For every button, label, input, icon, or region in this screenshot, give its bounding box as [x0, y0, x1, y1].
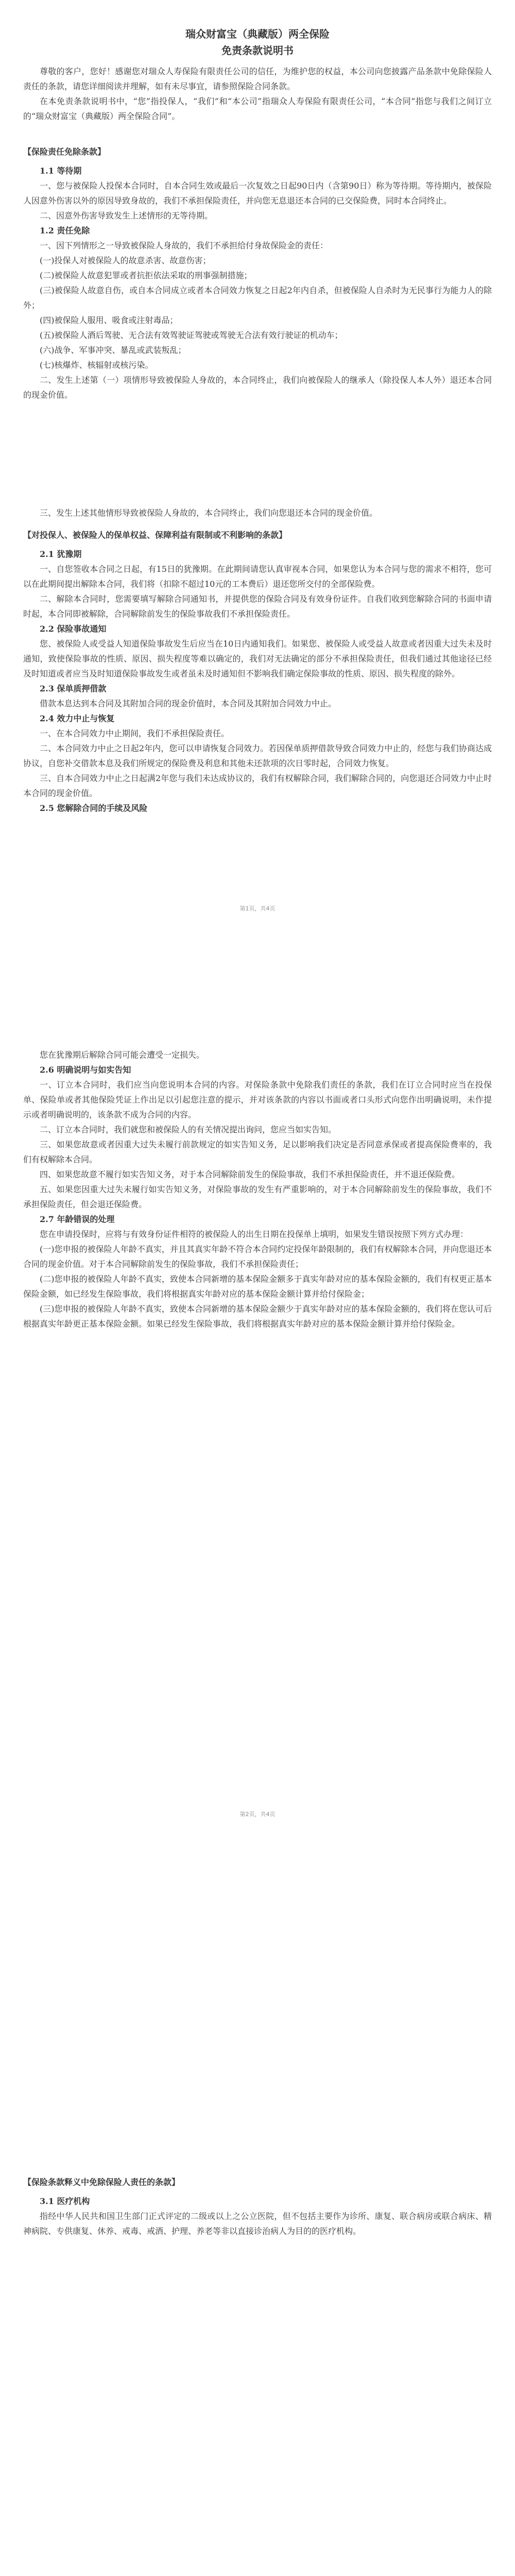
- age-error-item-1: (一)您申报的被保险人年龄不真实，并且其真实年龄不符合本合同约定投保年龄限制的，我们有权解除本合同，并向您退还本合同的现金价值。对于本合同解除前发生的保险事故，我们不承担保险责任；: [23, 1244, 492, 1269]
- cooling-off-clause-1: 一、自您签收本合同之日起，有15日的犹豫期。在此期间请您认真审视本合同，如果您认为本合同与您的需求不相符，您可以在此期间提出解除本合同，我们将（扣除不超过10元的工本费后）退还您所交付的全部保险费。: [23, 564, 492, 589]
- exclusion-item: (一)投保人对被保险人的故意杀害、故意伤害；: [40, 256, 211, 265]
- exclusion-intro: 一、因下列情形之一导致被保险人身故的，我们不承担给付身故保险金的责任：: [40, 241, 329, 250]
- policy-loan-clause: 借款本息达到本合同及其附加合同的现金价值时，本合同及其附加合同效力中止。: [40, 699, 337, 708]
- exclusion-item: (四)被保险人服用、吸食或注射毒品；: [40, 315, 178, 325]
- document-subtitle: 免责条款说明书: [221, 44, 294, 57]
- disclosure-clause-1: 一、订立本合同时，我们应当向您说明本合同的内容。对保险条款中免除我们责任的条款，我们在订立合同时应当在投保单、保险单或者其他保险凭证上作出足以引起您注意的提示，并对该条款的内容以书面或者口头形式向您作出明确说明，未作提示或者明确说明的，该条款不成为合同的内容。: [23, 1080, 492, 1120]
- exclusion-item: (七)核爆炸、核辐射或核污染。: [40, 360, 153, 370]
- document-page-2: [0, 921, 515, 1900]
- age-error-item-3: (三)您申报的被保险人年龄不真实，致使本合同新增的基本保险金额少于真实年龄对应的基本保险金额的，我们将在您认可后根据真实年龄更正基本保险金额。如果已经发生保险事故，我们将根据真实年龄对应的基本保险金额计算并给付保险金。: [23, 1304, 492, 1329]
- exclusion-item: (二)被保险人故意犯罪或者抗拒依法采取的刑事强制措施；: [40, 270, 252, 280]
- suspension-clause-2: 二、本合同效力中止之日起2年内，您可以申请恢复合同效力。若因保单质押借款导致合同效力中止的，经您与我们协商达成协议，自您补交借款本息及我们所规定的保险费及利息和其他未还款项的次日零时起，合同效力恢复。: [23, 743, 492, 768]
- intro-definitions: 在本免责条款说明书中，“您”指投保人，“我们”和“本公司”指瑞众人寿保险有限责任公司，“本合同”指您与我们之间订立的“瑞众财富宝（典藏版）两全保险合同”。: [23, 96, 492, 121]
- section-heading-exclusions: 【保险责任免除条款】: [23, 147, 106, 157]
- heading-accident-notice: 2.2 保险事故通知: [40, 624, 107, 634]
- waiting-period-clause-2: 二、因意外伤害导致发生上述情形的无等待期。: [40, 211, 213, 221]
- exclusion-item: (五)被保险人酒后驾驶、无合法有效驾驶证驾驶或驾驶无合法有效行驶证的机动车；: [40, 330, 343, 340]
- disclosure-clause-5: 五、如果您因重大过失未履行如实告知义务，对保险事故的发生有严重影响的，对于本合同解除前发生的保险事故，我们不承担保险责任，但会退还保险费。: [23, 1184, 492, 1209]
- accident-notice-clause: 您、被保险人或受益人知道保险事故发生后应当在10日内通知我们。如果您、被保险人或受益人故意或者因重大过失未及时通知，致使保险事故的性质、原因、损失程度等难以确定的，我们对无法确定的部分不承担保险责任，但我们通过其他途径已经及时知道或者应当及时知道保险事故发生或者虽未及时通知但不影响我们确定保险事故的性质、原因、损失程度的除外。: [23, 639, 492, 679]
- exclusion-clause-2: 二、发生上述第（一）项情形导致被保险人身故的，本合同终止，我们向被保险人的继承人（除投保人本人外）退还本合同的现金价值。: [23, 375, 492, 400]
- exclusion-item: (六)战争、军事冲突、暴乱或武装叛乱；: [40, 345, 186, 355]
- heading-disclosure: 2.6 明确说明与如实告知: [40, 1065, 131, 1075]
- disclosure-clause-2: 二、订立本合同时，我们就您和被保险人的有关情况提出询问，您应当如实告知。: [40, 1125, 337, 1134]
- exclusion-item: (三)被保险人故意自伤，或自本合同成立或者本合同效力恢复之日起2年内自杀，但被保险人自杀时为无民事行为能力人的除外；: [23, 285, 492, 310]
- heading-cooling-off: 2.1 犹豫期: [40, 549, 82, 559]
- termination-clause: 您在犹豫期后解除合同可能会遭受一定损失。: [40, 1050, 205, 1060]
- heading-suspension: 2.4 效力中止与恢复: [40, 714, 115, 723]
- heading-liability-exclusions: 1.2 责任免除: [40, 226, 90, 235]
- page-number: 第2页，共4页: [239, 1811, 276, 1818]
- document-page-1: [0, 0, 515, 921]
- suspension-clause-1: 一、在本合同效力中止期间，我们不承担保险责任。: [40, 728, 230, 738]
- heading-medical-institution: 3.1 医疗机构: [40, 2196, 90, 2206]
- heading-waiting-period: 1.1 等待期: [40, 166, 82, 176]
- page-number: 第1页，共4页: [239, 905, 276, 912]
- waiting-period-clause-1: 一、您与被保险人投保本合同时，自本合同生效或最后一次复效之日起90日内（含第90日）称为等待期。等待期内，被保险人因意外伤害以外的原因导致身故的，我们不承担保险责任，并向您无息退还本合同的已交保险费，同时本合同终止。: [23, 181, 492, 206]
- medical-institution-definition: 指经中华人民共和国卫生部门正式评定的二级或以上之公立医院，但不包括主要作为诊所、康复、联合病房或联合病床、精神病院、专供康复、休养、戒毒、戒酒、护理、养老等非以直接诊治病人为目的的医疗机构。: [23, 2211, 492, 2236]
- document-page-3: [0, 1900, 515, 2576]
- disclosure-clause-4: 四、如果您故意不履行如实告知义务，对于本合同解除前发生的保险事故，我们不承担保险责任，并不退还保险费。: [40, 1170, 460, 1179]
- age-error-item-2: (二)您申报的被保险人年龄不真实，致使本合同新增的基本保险金额多于真实年龄对应的基本保险金额的，我们有权更正基本保险金额，如已经发生保险事故，我们将根据真实年龄对应的基本保险金额计算并给付保险金；: [23, 1274, 492, 1299]
- heading-age-error: 2.7 年龄错误的处理: [40, 1214, 115, 1224]
- age-error-intro: 您在申请投保时，应将与有效身份证件相符的被保险人的出生日期在投保单上填明，如果发生错误按照下列方式办理：: [40, 1229, 469, 1239]
- suspension-clause-3: 三、自本合同效力中止之日起满2年您与我们未达成协议的，我们有权解除合同，我们解除合同的，向您退还合同效力中止时本合同的现金价值。: [23, 773, 492, 798]
- intro-paragraph: 尊敬的客户，您好！感谢您对瑞众人寿保险有限责任公司的信任，为维护您的权益，本公司向您披露产品条款中免除保险人责任的条款，请您详细阅读并理解，如有未尽事宜，请参照保险合同条款。: [23, 66, 492, 91]
- cooling-off-clause-2: 二、解除本合同时，您需要填写解除合同通知书，并提供您的保险合同及有效身份证件。自我们收到您解除合同的书面申请时起，本合同即被解除，合同解除前发生的保险事故我们不承担保险责任。: [23, 594, 492, 619]
- document-title: 瑞众财富宝（典藏版）两全保险: [185, 28, 330, 40]
- exclusion-clause-3: 三、发生上述其他情形导致被保险人身故的，本合同终止，我们向您退还本合同的现金价值。: [40, 508, 378, 518]
- disclosure-clause-3: 三、如果您故意或者因重大过失未履行前款规定的如实告知义务，足以影响我们决定是否同意承保或者提高保险费率的，我们有权解除本合同。: [23, 1140, 492, 1164]
- section-heading-restrictions: 【对投保人、被保险人的保单权益、保障利益有限制或不利影响的条款】: [23, 530, 287, 540]
- heading-policy-loan: 2.3 保单质押借款: [40, 684, 107, 693]
- section-heading-definitions: 【保险条款释义中免除保险人责任的条款】: [23, 2177, 180, 2187]
- heading-termination: 2.5 您解除合同的手续及风险: [40, 803, 148, 813]
